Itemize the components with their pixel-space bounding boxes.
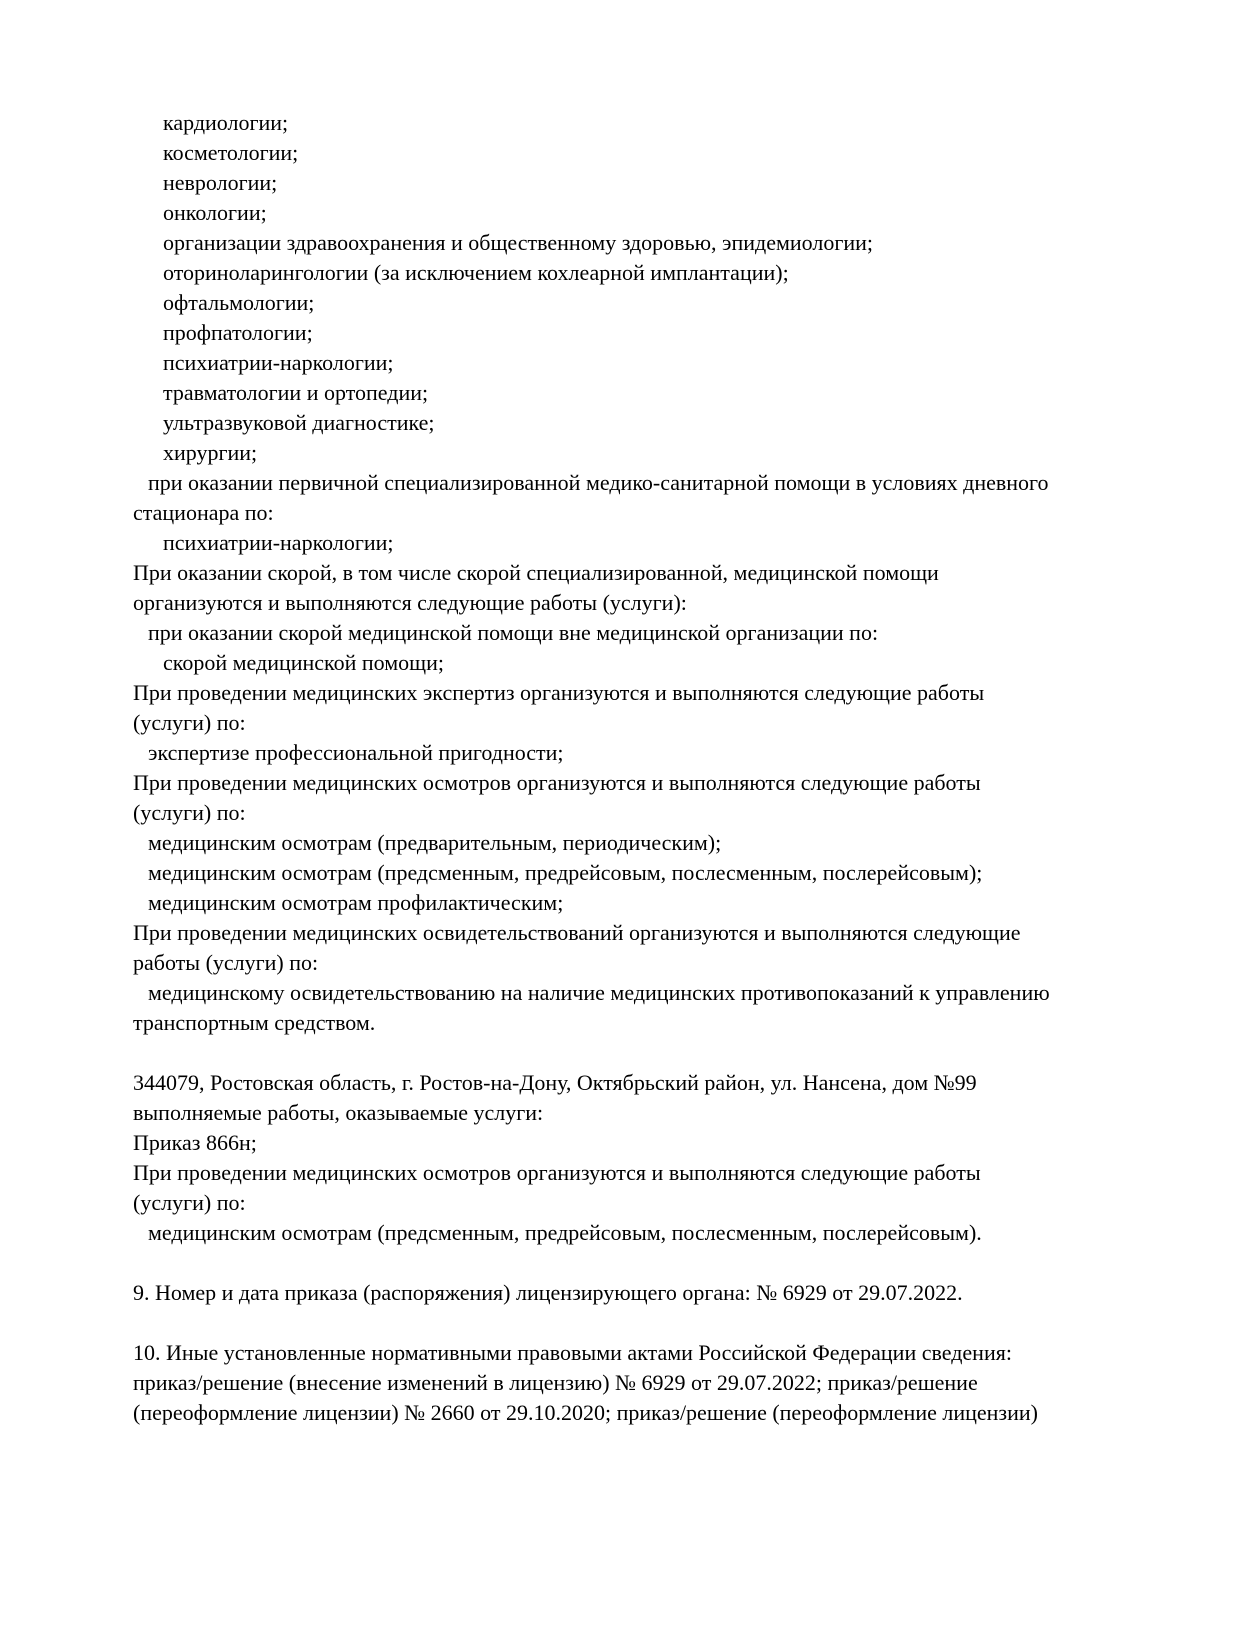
document-line: медицинскому освидетельствованию на наличие медицинских противопоказаний к управлению <box>148 980 1050 1005</box>
document-line: профпатологии; <box>163 320 313 345</box>
document-line: выполняемые работы, оказываемые услуги: <box>133 1100 544 1125</box>
document-line: медицинским осмотрам (предсменным, предрейсовым, послесменным, послерейсовым). <box>148 1220 982 1245</box>
document-line: ультразвуковой диагностике; <box>163 410 435 435</box>
document-line: Приказ 866н; <box>133 1130 257 1155</box>
document-line: При проведении медицинских освидетельствований организуются и выполняются следующие <box>133 920 1021 945</box>
document-line: оториноларингологии (за исключением кохлеарной имплантации); <box>163 260 789 285</box>
document-line: (услуги) по: <box>133 1190 246 1215</box>
document-line: офтальмологии; <box>163 290 315 315</box>
document-line: психиатрии-наркологии; <box>163 530 394 555</box>
document-line: (услуги) по: <box>133 710 246 735</box>
document-line: медицинским осмотрам профилактическим; <box>148 890 564 915</box>
document-line: При проведении медицинских экспертиз организуются и выполняются следующие работы <box>133 680 985 705</box>
document-line: психиатрии-наркологии; <box>163 350 394 375</box>
document-line: организуются и выполняются следующие работы (услуги): <box>133 590 687 615</box>
document-line: при оказании скорой медицинской помощи вне медицинской организации по: <box>148 620 879 645</box>
document-line: неврологии; <box>163 170 278 195</box>
document-line: медицинским осмотрам (предсменным, предрейсовым, послесменным, послерейсовым); <box>148 860 983 885</box>
document-line: косметологии; <box>163 140 299 165</box>
document-line: При оказании скорой, в том числе скорой специализированной, медицинской помощи <box>133 560 939 585</box>
document-line: При проведении медицинских осмотров организуются и выполняются следующие работы <box>133 770 981 795</box>
document-content <box>133 108 1163 1428</box>
document-line: 10. Иные установленные нормативными правовыми актами Российской Федерации сведения: <box>133 1340 1012 1365</box>
document-line: медицинским осмотрам (предварительным, периодическим); <box>148 830 722 855</box>
document-line: 344079, Ростовская область, г. Ростов-на-Дону, Октябрьский район, ул. Нансена, дом №99 <box>133 1070 977 1095</box>
document-line: травматологии и ортопедии; <box>163 380 429 405</box>
document-line: хирургии; <box>163 440 258 465</box>
document-line: работы (услуги) по: <box>133 950 319 975</box>
document-line: при оказании первичной специализированной медико-санитарной помощи в условиях дневного <box>148 470 1049 495</box>
document-line: организации здравоохранения и общественному здоровью, эпидемиологии; <box>163 230 874 255</box>
document-line <box>133 1308 1163 1338</box>
document-line <box>133 1038 1163 1068</box>
document-line: транспортным средством. <box>133 1010 376 1035</box>
document-line: приказ/решение (внесение изменений в лицензию) № 6929 от 29.07.2022; приказ/решение <box>133 1370 978 1395</box>
document-line: При проведении медицинских осмотров организуются и выполняются следующие работы <box>133 1160 981 1185</box>
document-line: (переоформление лицензии) № 2660 от 29.10.2020; приказ/решение (переоформление лицензии) <box>133 1400 1038 1425</box>
document-line: (услуги) по: <box>133 800 246 825</box>
document-line: онкологии; <box>163 200 267 225</box>
document-line: стационара по: <box>133 500 274 525</box>
document-line: кардиологии; <box>163 110 289 135</box>
document-line: экспертизе профессиональной пригодности; <box>148 740 564 765</box>
document-line <box>133 1248 1163 1278</box>
document-line: 9. Номер и дата приказа (распоряжения) лицензирующего органа: № 6929 от 29.07.2022. <box>133 1280 963 1305</box>
document-line: скорой медицинской помощи; <box>163 650 445 675</box>
